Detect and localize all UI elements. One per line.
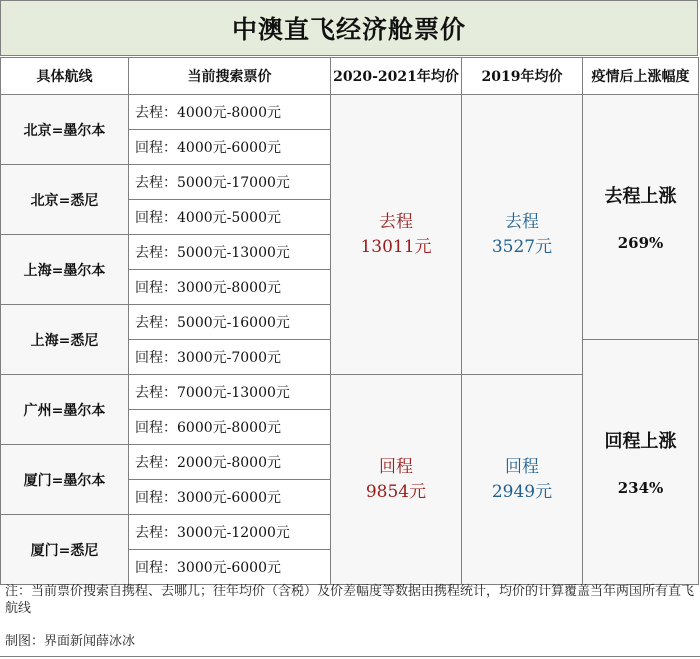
return-price: 回程：3000元-8000元	[129, 270, 331, 305]
route-name: 广州=墨尔本	[1, 375, 129, 445]
title-text: 中澳直飞经济舱票价	[231, 15, 466, 44]
avg-2020-2021-outbound	[331, 95, 462, 375]
header-rise: 疫情后上涨幅度	[583, 58, 699, 95]
bottom-divider	[0, 656, 700, 657]
fare-table	[0, 57, 699, 585]
route-name: 上海=悉尼	[1, 305, 129, 375]
outbound-price: 去程：7000元-13000元	[129, 375, 331, 410]
header-current-price: 当前搜索票价	[129, 58, 331, 95]
route-name: 厦门=墨尔本	[1, 445, 129, 515]
outbound-price: 去程：3000元-12000元	[129, 515, 331, 550]
return-price: 回程：6000元-8000元	[129, 410, 331, 445]
outbound-price: 去程：4000元-8000元	[129, 95, 331, 130]
avg-2020-2021-return-label: 回程	[379, 456, 413, 477]
table-title	[0, 0, 698, 56]
route-name: 北京=墨尔本	[1, 95, 129, 165]
rise-outbound	[583, 95, 699, 340]
avg-2019-outbound-label: 去程	[505, 211, 539, 232]
footnote: 注：当前票价搜索自携程、去哪儿；往年均价（含税）及价差幅度等数据由携程统计，均价的计算覆盖当年两国所有直飞航线	[5, 584, 695, 616]
credit-line: 制图：界面新闻薛冰冰	[5, 634, 136, 649]
header-avg-2019: 2019年均价	[462, 58, 583, 95]
rise-outbound-pct: 269%	[617, 234, 664, 252]
avg-2019-return	[462, 375, 583, 585]
avg-2019-outbound-value: 3527元	[491, 236, 553, 257]
outbound-price: 去程：2000元-8000元	[129, 445, 331, 480]
route-name: 北京=悉尼	[1, 165, 129, 235]
outbound-price: 去程：5000元-16000元	[129, 305, 331, 340]
avg-2020-2021-return-value: 9854元	[365, 481, 427, 502]
return-price: 回程：4000元-6000元	[129, 130, 331, 165]
avg-2019-return-value: 2949元	[491, 481, 553, 502]
table-row	[1, 95, 699, 130]
rise-return-pct: 234%	[617, 479, 664, 497]
avg-2019-outbound	[462, 95, 583, 375]
route-name: 厦门=悉尼	[1, 515, 129, 585]
avg-2020-2021-outbound-label: 去程	[379, 211, 413, 232]
rise-outbound-label: 去程上涨	[604, 186, 677, 207]
outbound-price: 去程：5000元-13000元	[129, 235, 331, 270]
rise-return-label: 回程上涨	[604, 431, 677, 452]
route-name: 上海=墨尔本	[1, 235, 129, 305]
return-price: 回程：3000元-7000元	[129, 340, 331, 375]
return-price: 回程：4000元-5000元	[129, 200, 331, 235]
header-route: 具体航线	[1, 58, 129, 95]
avg-2019-return-label: 回程	[505, 456, 539, 477]
return-price: 回程：3000元-6000元	[129, 550, 331, 585]
rise-return	[583, 340, 699, 585]
return-price: 回程：3000元-6000元	[129, 480, 331, 515]
header-row	[1, 58, 699, 95]
header-avg-2020-2021: 2020-2021年均价	[331, 58, 462, 95]
outbound-price: 去程：5000元-17000元	[129, 165, 331, 200]
avg-2020-2021-outbound-value: 13011元	[360, 236, 432, 257]
avg-2020-2021-return	[331, 375, 462, 585]
